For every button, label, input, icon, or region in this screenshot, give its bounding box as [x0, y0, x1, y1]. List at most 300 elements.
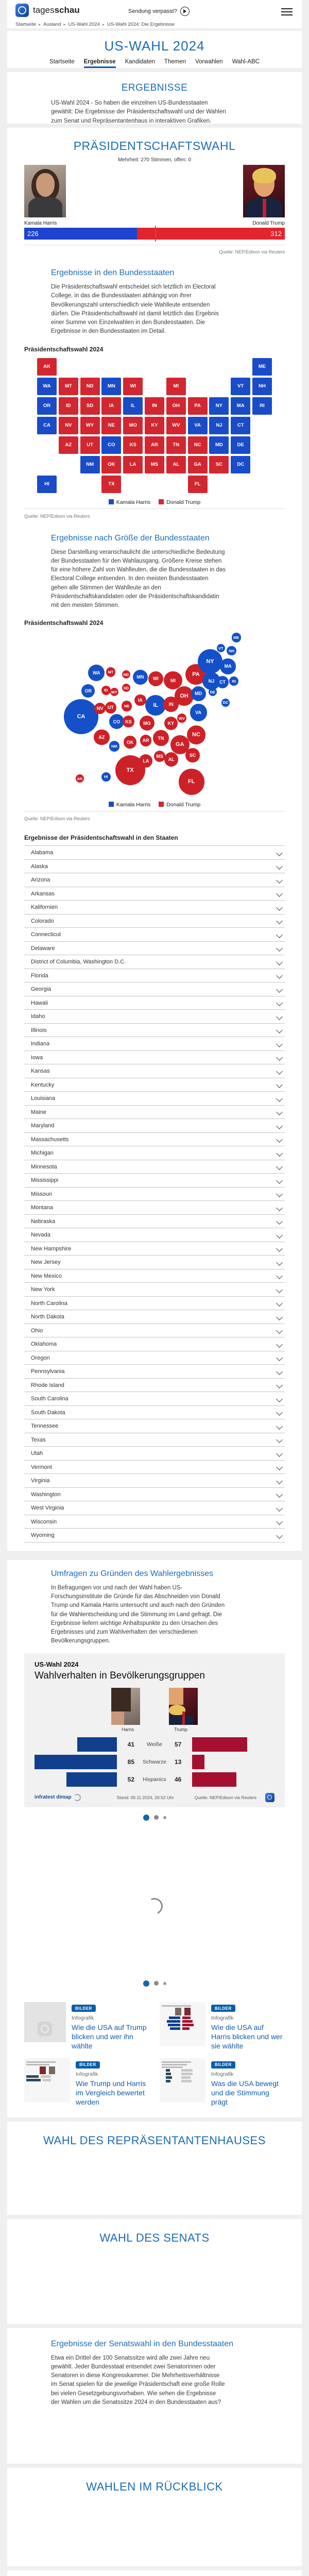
state-accordion-row[interactable] — [24, 1078, 285, 1092]
stand-timestamp: Stand: 06.11.2024, 20:52 Uhr — [116, 1794, 174, 1800]
tagesschau-logo-icon[interactable] — [15, 4, 29, 17]
state-accordion-row[interactable] — [24, 1009, 285, 1023]
breadcrumb — [7, 21, 302, 28]
state-bubble-MS[interactable]: MS — [154, 751, 166, 762]
state-bubble-MA[interactable]: MA — [220, 658, 236, 674]
bubble-map-label: Präsidentschaftswahl 2024 — [24, 619, 104, 627]
chevron-down-icon — [276, 972, 283, 979]
state-accordion-row[interactable] — [24, 1023, 285, 1037]
chevron-down-icon — [276, 1041, 283, 1047]
chevron-down-icon — [276, 1436, 283, 1443]
state-accordion-label: New Hampshire — [31, 1245, 72, 1252]
state-accordion-label: Illinois — [31, 1027, 47, 1033]
state-tile-ND[interactable]: ND — [80, 378, 100, 395]
state-accordion-label: West Virginia — [31, 1505, 64, 1511]
footer-accordion — [24, 2570, 285, 2576]
state-bubble-PA[interactable]: PA — [185, 664, 206, 685]
state-accordion-label: South Dakota — [31, 1409, 65, 1416]
state-accordion-label: Georgia — [31, 986, 52, 992]
chevron-down-icon — [276, 1532, 283, 1539]
state-tile-MO[interactable]: MO — [123, 417, 143, 434]
state-accordion-label: Oregon — [31, 1354, 50, 1361]
sendung-verpasst-label: Sendung verpasst? — [128, 8, 177, 14]
teaser-title[interactable]: Was die USA bewegt und die Stimmung prägt — [211, 2079, 279, 2107]
state-accordion-label: Massachusetts — [31, 1136, 69, 1143]
demographic-label: Hispanics — [143, 1776, 166, 1783]
sendung-verpasst-link[interactable] — [128, 7, 190, 16]
state-bubble-AR[interactable]: AR — [140, 735, 152, 747]
state-tile-WY[interactable]: WY — [80, 417, 100, 434]
teaser-title[interactable]: Wie die USA auf Trump blicken und wer ihn wählte — [72, 2023, 147, 2050]
state-bubble-VA[interactable]: VA — [190, 704, 207, 721]
source-note: Quelle: NEP/Edison via Reuters — [24, 513, 90, 519]
state-bubble-NH[interactable]: NH — [227, 646, 236, 655]
state-tile-MS[interactable]: MS — [145, 456, 164, 473]
chevron-down-icon — [276, 1205, 283, 1211]
state-accordion-row[interactable] — [24, 873, 285, 887]
chevron-down-icon — [276, 1218, 283, 1225]
chevron-down-icon — [276, 1273, 283, 1279]
state-accordion-row[interactable] — [24, 1501, 285, 1515]
bilder-badge: BILDER — [76, 2061, 100, 2069]
brand-wordmark[interactable]: tagesschau — [33, 5, 80, 15]
rueckblick-title: WAHLEN IM RÜCKBLICK — [86, 2480, 223, 2493]
state-tile-KS[interactable]: KS — [123, 436, 143, 454]
harris-legend-swatch — [109, 802, 114, 807]
chevron-down-icon — [276, 1150, 283, 1157]
state-tile-AL[interactable]: AL — [166, 456, 186, 473]
staaten-heading: Ergebnisse in den Bundesstaaten — [51, 268, 175, 277]
demographic-row — [35, 1772, 274, 1787]
state-tile-ME[interactable]: ME — [252, 358, 272, 376]
state-tile-RI[interactable]: RI — [252, 397, 272, 415]
state-accordion-row[interactable] — [24, 1324, 285, 1337]
state-tile-VT[interactable]: VT — [231, 378, 250, 395]
state-accordion-label: Arkansas — [31, 890, 55, 897]
state-tile-PA[interactable]: PA — [188, 397, 208, 415]
page-title: US-WAHL 2024 — [104, 38, 205, 54]
state-accordion-row[interactable] — [24, 1118, 285, 1132]
state-accordion-row[interactable] — [24, 1446, 285, 1460]
demographic-label: Schwarze — [142, 1758, 167, 1765]
chevron-down-icon — [276, 1109, 283, 1115]
play-icon[interactable] — [180, 7, 190, 16]
harris-value: 85 — [127, 1758, 134, 1766]
chevron-down-icon — [276, 1286, 283, 1293]
intro-text: US-Wahl 2024 - So haben die einzelnen US-Bundesstaaten gewählt: Die Ergebnisse der Präsidentschaftswahl und der Wahlen zum Senat und Repräsentantenhaus in interaktiven Grafiken. — [51, 100, 226, 124]
state-tile-TX[interactable]: TX — [101, 476, 121, 493]
state-tile-MA[interactable]: MA — [231, 397, 250, 415]
state-accordion-label: Florida — [31, 972, 48, 979]
state-accordion-label: North Carolina — [31, 1300, 67, 1307]
majority-threshold-line — [155, 226, 156, 242]
carousel-dot-3[interactable] — [163, 1982, 166, 1985]
state-accordion-row[interactable] — [24, 1419, 285, 1433]
teaser-thumbnail — [24, 2002, 66, 2042]
state-tile-WV[interactable]: WV — [166, 417, 186, 434]
state-bubble-AK[interactable]: AK — [76, 774, 84, 783]
trump-bar — [192, 1755, 204, 1769]
state-accordion-row[interactable] — [24, 1433, 285, 1447]
state-bubble-WY[interactable]: WY — [110, 688, 118, 696]
state-tile-NC[interactable]: NC — [188, 436, 208, 454]
state-bubble-ME[interactable]: ME — [232, 633, 241, 642]
state-tile-OK[interactable]: OK — [101, 456, 121, 473]
harris-bar — [35, 1755, 117, 1769]
state-bubble-RI[interactable]: RI — [229, 676, 238, 686]
state-tile-IN[interactable]: IN — [145, 397, 164, 415]
state-accordion-row[interactable] — [24, 1337, 285, 1351]
harris-photo — [24, 165, 66, 217]
state-accordion-row[interactable] — [24, 1132, 285, 1146]
teaser-card[interactable] — [24, 2002, 149, 2051]
state-bubble-MO[interactable]: MO — [140, 716, 154, 731]
trump-value: 46 — [175, 1775, 182, 1783]
ard-app-icon — [265, 1793, 274, 1802]
breadcrumb-item[interactable]: US-Wahl 2024 — [68, 22, 100, 27]
state-tile-KY[interactable]: KY — [145, 417, 164, 434]
chevron-down-icon — [276, 931, 283, 938]
state-tile-GA[interactable]: GA — [188, 456, 208, 473]
state-accordion-row[interactable] — [24, 914, 285, 928]
tab-themen[interactable]: Themen — [164, 59, 186, 65]
majority-note: Mehrheit: 270 Stimmen, offen: 0 — [117, 157, 192, 163]
umfragen-text: In Befragungen vor und nach der Wahl haben US-Forschungsinstitute die Gründe für das Abschneiden von Donald Trump und Kamala Harris untersucht und auch nach den Gründen für die Wahlentscheidung und die Stimmung im Land gefragt. Die Ergebnisse liefern wichtige Anhaltspunkte zu den Ursachen des Ergebnisses und zum Wahlverhalten der verschiedenen Bevölkerungsgruppen. — [51, 1584, 225, 1645]
state-accordion-label: Missouri — [31, 1191, 52, 1197]
state-accordion-row[interactable] — [24, 927, 285, 941]
state-tile-HI[interactable]: HI — [37, 476, 57, 493]
state-tile-AZ[interactable]: AZ — [59, 436, 78, 454]
trump-legend-swatch — [159, 802, 164, 807]
state-accordion-row[interactable] — [24, 1515, 285, 1529]
choropleth-map — [36, 357, 273, 494]
rueckblick-card — [7, 2468, 302, 2566]
state-tile-IL[interactable]: IL — [123, 397, 143, 415]
teaser-card[interactable] — [24, 2058, 149, 2107]
state-bubble-CO[interactable]: CO — [109, 714, 124, 729]
state-bubble-TX[interactable]: TX — [115, 755, 145, 785]
state-bubble-MN[interactable]: MN — [133, 670, 148, 685]
state-accordion-row[interactable] — [24, 1064, 285, 1078]
state-accordion-row[interactable] — [24, 1282, 285, 1296]
state-bubble-CA[interactable]: CA — [64, 699, 99, 734]
harris-mini-label: Harris — [122, 1726, 134, 1732]
state-bubble-WI[interactable]: WI — [148, 671, 163, 686]
state-accordion-row[interactable] — [24, 1037, 285, 1050]
state-accordion-label: Maine — [31, 1109, 46, 1115]
state-bubble-NJ[interactable]: NJ — [202, 672, 220, 690]
state-tile-CO[interactable]: CO — [101, 436, 121, 454]
state-bubble-MD[interactable]: MD — [191, 686, 206, 701]
senatswahl-heading: Ergebnisse der Senatswahl in den Bundesstaaten — [51, 2339, 234, 2348]
state-accordion-row[interactable] — [24, 1091, 285, 1105]
chevron-down-icon — [276, 1136, 283, 1143]
state-accordion-label: Virginia — [31, 1478, 50, 1484]
breadcrumb-item[interactable]: Ausland — [43, 22, 61, 27]
states-accordion-heading: Ergebnisse der Präsidentschaftswahl in den Staaten — [24, 834, 178, 842]
state-accordion-row[interactable] — [24, 859, 285, 873]
state-accordion-row[interactable] — [24, 1473, 285, 1487]
electoral-college-bar — [24, 228, 285, 240]
trump-mini-label: Trump — [174, 1726, 187, 1732]
state-bubble-SC[interactable]: SC — [185, 748, 200, 762]
harris-value: 52 — [127, 1775, 134, 1783]
state-accordion-row[interactable] — [24, 900, 285, 914]
state-accordion-row[interactable] — [24, 941, 285, 955]
state-accordion-row[interactable] — [24, 1487, 285, 1501]
chevron-down-icon — [276, 1491, 283, 1498]
state-accordion-row[interactable] — [24, 1050, 285, 1064]
chevron-down-icon — [276, 1464, 283, 1470]
chevron-down-icon — [276, 1327, 283, 1334]
state-tile-NH[interactable]: NH — [252, 378, 272, 395]
chevron-down-icon — [276, 1013, 283, 1020]
state-bubble-DC[interactable]: DC — [221, 699, 230, 707]
demographic-bars — [35, 1737, 274, 1787]
state-tile-ID[interactable]: ID — [59, 397, 78, 415]
chevron-down-icon — [276, 1368, 283, 1375]
tab-kandidaten[interactable]: Kandidaten — [125, 59, 155, 65]
state-tile-LA[interactable]: LA — [123, 456, 143, 473]
state-accordion-label: Louisiana — [31, 1095, 56, 1101]
infografik-panel — [24, 1653, 285, 1807]
teaser-title[interactable]: Wie die USA auf Harris blicken und wer sie wählte — [211, 2023, 283, 2050]
state-accordion-label: New York — [31, 1286, 55, 1293]
chevron-down-icon — [276, 1423, 283, 1430]
trump-photo — [243, 165, 285, 217]
state-accordion-label: Maryland — [31, 1123, 55, 1129]
chevron-down-icon — [276, 1245, 283, 1252]
infratest-dimap-logo: infratest dimap — [35, 1794, 81, 1801]
trump-bar — [192, 1772, 236, 1787]
state-accordion-row[interactable] — [24, 1378, 285, 1392]
state-tile-MN[interactable]: MN — [101, 378, 121, 395]
state-accordion-label: North Dakota — [31, 1314, 64, 1320]
state-bubble-ID[interactable]: ID — [101, 686, 111, 695]
tab-ergebnisse[interactable]: Ergebnisse — [84, 59, 116, 68]
state-accordion-row[interactable] — [24, 1405, 285, 1419]
state-bubble-IN[interactable]: IN — [163, 697, 179, 713]
state-accordion-row[interactable] — [24, 1460, 285, 1474]
state-bubble-CT[interactable]: CT — [216, 676, 229, 688]
carousel-dot-2[interactable] — [154, 1981, 159, 1986]
bubble-legend — [7, 802, 302, 808]
state-accordion-row[interactable] — [24, 1351, 285, 1365]
trump-legend-label: Donald Trump — [166, 802, 201, 808]
state-tile-AK[interactable]: AK — [37, 358, 57, 376]
teaser-card[interactable] — [160, 2058, 285, 2107]
state-bubble-TN[interactable]: TN — [153, 730, 169, 746]
state-accordion-label: Colorado — [31, 918, 54, 924]
state-tile-NY[interactable]: NY — [209, 397, 229, 415]
chevron-down-icon — [276, 999, 283, 1006]
loading-spinner-icon — [144, 1895, 165, 1917]
carousel-dot-3[interactable] — [163, 1816, 166, 1819]
trump-value: 57 — [175, 1740, 182, 1748]
state-tile-SD[interactable]: SD — [80, 397, 100, 415]
state-accordion-row[interactable] — [24, 1392, 285, 1405]
state-tile-OH[interactable]: OH — [166, 397, 186, 415]
chevron-down-icon — [276, 1409, 283, 1416]
state-accordion-row[interactable] — [24, 1160, 285, 1174]
teaser-title[interactable]: Wie Trump und Harris im Vergleich bewertet werden — [76, 2079, 146, 2107]
state-tile-OR[interactable]: OR — [37, 397, 57, 415]
state-tile-CT[interactable]: CT — [231, 417, 250, 434]
state-accordion-label: Mississippi — [31, 1177, 59, 1183]
teaser-thumbnail — [160, 2002, 205, 2046]
tab-vorwahlen[interactable]: Vorwahlen — [195, 59, 223, 65]
state-tile-NE[interactable]: NE — [101, 417, 121, 434]
state-accordion-label: Michigan — [31, 1150, 54, 1156]
state-bubble-GA[interactable]: GA — [170, 735, 190, 754]
state-tile-VA[interactable]: VA — [188, 417, 208, 434]
state-tile-CA[interactable]: CA — [37, 417, 57, 434]
breadcrumb-separator: ▸ — [102, 22, 105, 27]
state-bubble-AL[interactable]: AL — [164, 752, 179, 767]
state-accordion-row[interactable] — [24, 996, 285, 1010]
state-bubble-VT[interactable]: VT — [217, 644, 225, 652]
state-accordion-row[interactable] — [24, 1242, 285, 1256]
state-tile-WA[interactable]: WA — [37, 378, 57, 395]
state-bubble-NE[interactable]: NE — [122, 701, 132, 711]
intro-title: ERGEBNISSE — [121, 82, 188, 93]
tagesschau-watermark-icon — [38, 2022, 52, 2036]
state-bubble-MI[interactable]: MI — [164, 671, 182, 690]
state-accordion-row[interactable] — [24, 1187, 285, 1201]
state-accordion-label: Idaho — [31, 1013, 45, 1020]
chevron-down-icon — [276, 863, 283, 870]
state-accordion-row[interactable] — [24, 887, 285, 901]
state-accordion-label: New Jersey — [31, 1259, 61, 1265]
state-bubble-DE[interactable]: DE — [209, 688, 217, 696]
state-accordion-row[interactable] — [24, 1228, 285, 1242]
state-accordion-row[interactable] — [24, 1310, 285, 1324]
state-accordion-row[interactable] — [24, 1296, 285, 1310]
chevron-down-icon — [276, 1505, 283, 1512]
harris-votes: 226 — [27, 230, 39, 238]
carousel-dots — [7, 1815, 302, 1821]
state-bubble-WV[interactable]: WV — [177, 714, 186, 723]
state-accordion-label: Nevada — [31, 1232, 50, 1238]
state-bubble-NM[interactable]: NM — [109, 741, 120, 752]
state-bubble-OR[interactable]: OR — [81, 684, 95, 698]
state-accordion-row[interactable] — [24, 1269, 285, 1283]
state-accordion-row[interactable] — [24, 955, 285, 969]
state-tile-DE[interactable]: DE — [231, 436, 250, 454]
state-tile-FL[interactable]: FL — [188, 476, 208, 493]
state-bubble-KS[interactable]: KS — [123, 716, 134, 727]
chevron-down-icon — [276, 1191, 283, 1197]
state-accordion-label: Vermont — [31, 1464, 52, 1470]
state-tile-MT[interactable]: MT — [59, 378, 78, 395]
state-accordion-row[interactable] — [24, 1528, 285, 1543]
state-accordion-row[interactable] — [24, 1105, 285, 1119]
state-accordion-row[interactable] — [24, 1364, 285, 1378]
chevron-down-icon — [276, 1354, 283, 1361]
state-bubble-NV[interactable]: NV — [94, 703, 106, 715]
breadcrumb-separator: ▸ — [63, 22, 66, 27]
state-bubble-NY[interactable]: NY — [198, 649, 223, 674]
chevron-down-icon — [276, 959, 283, 965]
state-bubble-OK[interactable]: OK — [124, 736, 136, 748]
state-accordion-row[interactable] — [24, 982, 285, 996]
carousel-dot-1[interactable] — [143, 1815, 149, 1821]
section-tabs — [7, 59, 302, 68]
trump-value: 13 — [175, 1758, 182, 1766]
breadcrumb-item[interactable]: US-Wahl 2024: Die Ergebnisse — [107, 22, 175, 27]
state-tile-WI[interactable]: WI — [123, 378, 143, 395]
groesse-text: Diese Darstellung veranschaulicht die unterschiedliche Bedeutung der Bundesstaaten für den Wahlausgang. Größere Kreise stehen für eine höhere Zahl von Wahlleuten, die die Bundesstaaten in das Electoral College entsenden. In den meisten Bundesstaaten gehen alle Stimmen der Wahlleute an den Präsidentschaftskandidaten oder die Präsidentschaftskandidatin mit den meisten Stimmen. — [51, 549, 226, 608]
trump-mini-photo — [169, 1688, 198, 1725]
state-tile-UT[interactable]: UT — [80, 436, 100, 454]
state-accordion-row[interactable] — [24, 1200, 285, 1214]
state-bubble-WA[interactable]: WA — [88, 665, 105, 681]
state-accordion-label: Utah — [31, 1450, 43, 1456]
state-bubble-SD[interactable]: SD — [122, 684, 130, 692]
state-bubble-AZ[interactable]: AZ — [94, 730, 110, 745]
state-accordion-label: Washington — [31, 1491, 61, 1498]
hamburger-menu-icon[interactable] — [281, 6, 293, 18]
chevron-down-icon — [276, 1054, 283, 1061]
chevron-down-icon — [276, 1518, 283, 1525]
state-bubble-LA[interactable]: LA — [139, 754, 152, 768]
breadcrumb-item[interactable]: Startseite — [15, 22, 37, 27]
state-tile-NM[interactable]: NM — [80, 456, 100, 473]
repraesentantenhaus-title: WAHL DES REPRÄSENTANTENHAUSES — [43, 2133, 266, 2147]
state-bubble-UT[interactable]: UT — [105, 702, 117, 714]
state-tile-MD[interactable]: MD — [209, 436, 229, 454]
state-bubble-KY[interactable]: KY — [164, 717, 178, 730]
demographic-label: Weiße — [146, 1741, 163, 1748]
state-bubble-MT[interactable]: MT — [106, 667, 115, 676]
state-bubble-OH[interactable]: OH — [175, 686, 194, 706]
state-tile-SC[interactable]: SC — [209, 456, 229, 473]
state-accordion-label: Texas — [31, 1436, 46, 1443]
state-bubble-ND[interactable]: ND — [122, 670, 130, 679]
state-tile-AR[interactable]: AR — [145, 436, 164, 454]
state-accordion-row[interactable] — [24, 845, 285, 859]
state-accordion-row[interactable] — [24, 969, 285, 982]
state-accordion-row[interactable] — [24, 1173, 285, 1187]
state-bubble-FL[interactable]: FL — [179, 769, 204, 794]
state-bubble-IA[interactable]: IA — [134, 694, 146, 706]
state-accordion-label: Kansas — [31, 1068, 50, 1074]
teaser-card[interactable] — [160, 2002, 285, 2051]
state-tile-DC[interactable]: DC — [231, 456, 250, 473]
state-tile-IA[interactable]: IA — [101, 397, 121, 415]
trump-bar — [192, 1737, 247, 1752]
state-tile-NV[interactable]: NV — [59, 417, 78, 434]
state-tile-TN[interactable]: TN — [166, 436, 186, 454]
state-bubble-HI[interactable]: HI — [101, 772, 111, 782]
senatswahl-card — [7, 2328, 302, 2464]
tab-startseite[interactable]: Startseite — [49, 59, 75, 65]
tab-wahl-abc[interactable]: Wahl-ABC — [232, 59, 260, 65]
state-bubble-IL[interactable]: IL — [145, 695, 166, 716]
carousel-dot-2[interactable] — [154, 1815, 159, 1820]
carousel-dot-1[interactable] — [143, 1980, 149, 1987]
state-accordion-label: Tennessee — [31, 1423, 59, 1429]
state-tile-MI[interactable]: MI — [166, 378, 186, 395]
groesse-heading: Ergebnisse nach Größe der Bundesstaaten — [51, 533, 210, 543]
state-accordion-row[interactable] — [24, 1146, 285, 1160]
state-accordion-label: Alabama — [31, 850, 54, 856]
state-accordion-row[interactable] — [24, 1255, 285, 1269]
state-bubble-NC[interactable]: NC — [187, 725, 206, 744]
chevron-down-icon — [276, 1068, 283, 1075]
state-tile-NJ[interactable]: NJ — [209, 417, 229, 434]
state-accordion-row[interactable] — [24, 1214, 285, 1228]
